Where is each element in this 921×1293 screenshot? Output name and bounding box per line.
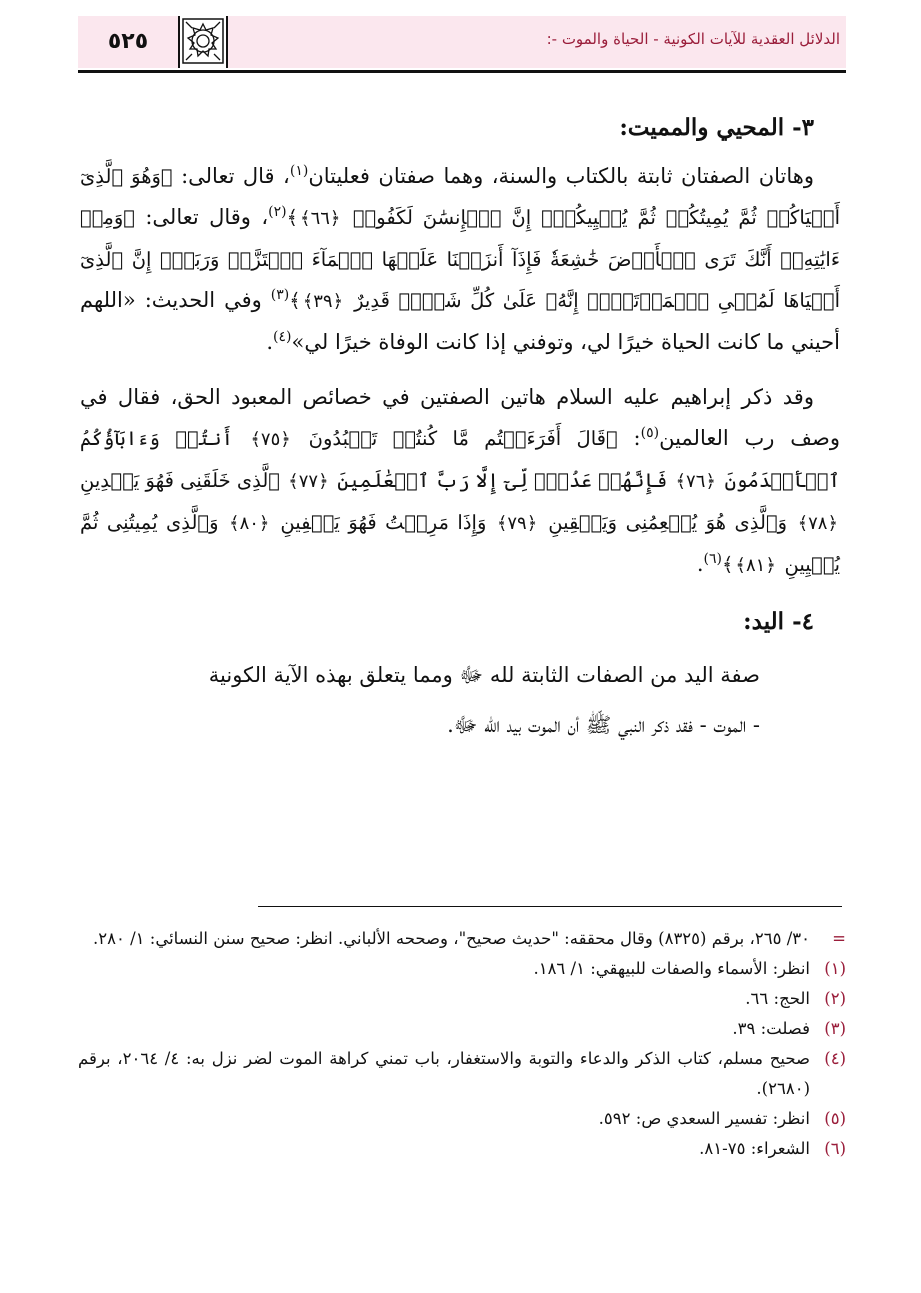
footnote-item <box>78 1134 846 1164</box>
body-text: . <box>696 552 704 576</box>
footnote-ref[interactable]: (٤) <box>273 329 292 345</box>
quran-close: ﴾ <box>721 553 734 576</box>
body-text: ، قال تعالى: <box>172 164 290 188</box>
footnote-text: فصلت: ٣٩. <box>732 1019 810 1038</box>
ayah-marker: ﴿٧٦﴾ <box>675 471 716 492</box>
quran-verse: وَٱلَّذِى هُوَ يُطۡعِمُنِى وَيَسۡقِينِ <box>548 511 796 534</box>
paragraph <box>80 156 840 363</box>
body-line: صفة اليد من الصفات الثابتة لله ﷻ ومما يتعلق بهذه الآية الكونية <box>208 663 760 687</box>
footnote-number: (٦) <box>824 1139 846 1158</box>
ayah-marker: ﴿٦٦﴾ <box>300 208 341 229</box>
running-title: الدلائل العقدية للآيات الكونية - الحياة والموت -: <box>546 30 840 48</box>
footnote-text: ٣٠/ ٢٦٥، برقم (٨٣٢٥) وقال محققه: "حديث صحيح"، وصححه الألباني. انظر: صحيح سنن النسائي: ١/ ٢٨٠. <box>92 929 810 948</box>
ayah-marker: ﴿٧٨﴾ <box>797 513 839 534</box>
body-text: وقد ذكر إبراهيم عليه السلام هاتين الصفتين في خصائص المعبود الحق، فقال في وصف رب العالمين <box>80 385 840 450</box>
body-text: وهاتان الصفتان ثابتة بالكتاب والسنة، وهما صفتان فعليتان <box>308 164 814 188</box>
section-heading: ٣- المحيي والمميت: <box>619 114 814 141</box>
footnote-number: (٣) <box>824 1019 846 1038</box>
quran-verse: ٱلَّذِى خَلَقَنِى فَهُوَ يَهۡدِينِ <box>80 469 287 492</box>
footnote-ref[interactable]: (٣) <box>270 287 290 303</box>
quran-verse: ﴿قَالَ أَفَرَءَيۡتُم مَّا كُنتُمۡ تَعۡبُدُونَ <box>308 427 618 450</box>
footnote-ref[interactable]: (٥) <box>640 425 660 441</box>
page-header <box>78 16 846 74</box>
ayah-marker: ﴿٣٩﴾ <box>302 291 344 312</box>
footnote-item <box>78 924 846 954</box>
quran-verse: أَنتُمۡ وَءَابَآؤُكُمُ ٱلۡأَقۡدَمُونَ <box>80 427 840 492</box>
page-body <box>80 106 840 750</box>
quran-verse: وَٱلَّذِى يُمِيتُنِى ثُمَّ يُحۡيِينِ <box>80 511 840 576</box>
footnote-number: = <box>832 929 846 948</box>
footnote-text: الشعراء: ٧٥-٨١. <box>699 1139 810 1158</box>
ayah-marker: ﴿٨١﴾ <box>735 555 776 576</box>
header-rule <box>78 70 846 73</box>
section-heading: ٤- اليد: <box>743 608 814 635</box>
quran-verse: ﴿وَهُوَ ٱلَّذِىٓ أَحۡيَاكُمۡ ثُمَّ يُمِيتُكُمۡ ثُمَّ يُحۡيِيكُمۡۗ إِنَّ ٱلۡإِنسَٰنَ لَكَفُورٞ <box>80 165 840 229</box>
footnote-number: (٤) <box>824 1049 846 1068</box>
ayah-marker: ﴿٧٩﴾ <box>496 513 538 534</box>
footnote-ref[interactable]: (١) <box>289 163 309 179</box>
footnote-item <box>78 954 846 984</box>
footnote-item <box>78 1014 846 1044</box>
footnote-number: (٥) <box>824 1109 846 1128</box>
ayah-marker: ﴿٨٠﴾ <box>229 513 270 534</box>
ornament-icon <box>178 16 228 68</box>
footnote-text: انظر: تفسير السعدي ص: ٥٩٢. <box>598 1109 810 1128</box>
quran-verse: وَإِذَا مَرِضۡتُ فَهُوَ يَشۡفِينِ <box>280 511 495 534</box>
body-text: ، وقال تعالى: <box>134 205 269 229</box>
quran-verse: فَإِنَّهُمۡ عَدُوّٞ لِّىٓ إِلَّا رَبَّ ٱلۡعَٰلَمِينَ <box>337 469 674 492</box>
quran-close: ﴾ <box>286 206 299 229</box>
body-text: . <box>266 330 274 354</box>
page-number: ٥٢٥ <box>107 29 149 54</box>
footnote-item <box>78 984 846 1014</box>
body-text: : <box>617 426 641 450</box>
footnote-ref[interactable]: (٢) <box>268 204 287 220</box>
footnote-number: (٢) <box>824 989 846 1008</box>
ayah-marker: ﴿٧٧﴾ <box>288 471 329 492</box>
footnotes <box>78 924 846 1164</box>
footnote-ref[interactable]: (٦) <box>703 551 722 567</box>
footnote-text: صحيح مسلم، كتاب الذكر والدعاء والتوبة والاستغفار، باب تمني كراهة الموت لضر نزل به: ٤/ ٢٠٦٤، برقم (٢٦٨٠). <box>78 1049 810 1098</box>
footnote-item <box>78 1104 846 1134</box>
footnote-item <box>78 1044 846 1104</box>
quran-close: ﴾ <box>289 289 301 312</box>
quran-verse: ﴿وَمِنۡ ءَايَٰتِهِۦٓ أَنَّكَ تَرَى ٱلۡأَرۡضَ خَٰشِعَةٗ فَإِذَآ أَنزَلۡنَا عَلَيۡهَا ٱلۡمَآءَ ٱهۡتَزَّتۡ وَرَبَتۡۚ إِنَّ ٱلَّذِىٓ أَحۡيَاهَا لَمُحۡىِ ٱلۡمَوۡتَىٰٓۚ إِنَّهُۥ عَلَىٰ كُلِّ شَىۡءٖ قَدِيرٌ <box>80 206 840 312</box>
paragraph <box>80 377 840 586</box>
body-line: - الموت - فقد ذكر النبي ﷺ أن الموت بيد الله ﷻ. <box>447 713 760 737</box>
ayah-marker: ﴿٧٥﴾ <box>250 429 291 450</box>
footnote-separator <box>258 906 842 907</box>
footnote-text: الحج: ٦٦. <box>745 989 810 1008</box>
footnote-number: (١) <box>824 959 846 978</box>
body-text: وفي الحديث: «اللهم أحيني ما كانت الحياة خيرًا لي، وتوفني إذا كانت الوفاة خيرًا لي» <box>80 288 840 354</box>
footnote-text: انظر: الأسماء والصفات للبيهقي: ١/ ١٨٦. <box>533 959 810 978</box>
